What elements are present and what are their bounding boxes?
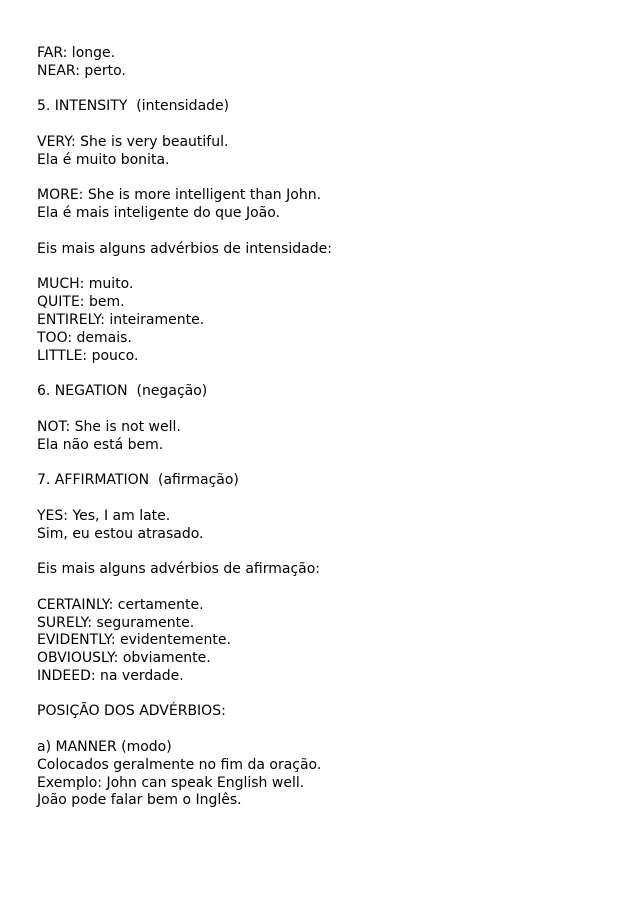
list-item: QUITE: bem.	[37, 294, 125, 311]
text-line: Colocados geralmente no fim da oração.	[37, 756, 322, 773]
paragraph-not-example	[37, 419, 618, 455]
text-line: NOT: She is not well.	[37, 418, 181, 435]
list-affirmation-adverbs	[37, 597, 618, 686]
text-line: Sim, eu estou atrasado.	[37, 525, 204, 542]
section-heading-intensity	[37, 98, 618, 116]
paragraph-intensity-intro	[37, 241, 618, 259]
text-line: FAR: longe.	[37, 45, 116, 61]
text-line: VERY: She is very beautiful.	[37, 133, 229, 150]
list-item: EVIDENTLY: evidentemente.	[37, 632, 231, 649]
list-item: ENTIRELY: inteiramente.	[37, 311, 205, 328]
text-line: NEAR: perto.	[37, 62, 126, 79]
text-line: Ela é muito bonita.	[37, 151, 170, 168]
list-item: TOO: demais.	[37, 329, 132, 346]
heading-line: 7. AFFIRMATION (afirmação)	[37, 472, 239, 489]
text-line: YES: Yes, I am late.	[37, 507, 171, 524]
text-line: Eis mais alguns advérbios de intensidade:	[37, 240, 332, 257]
paragraph-manner-position	[37, 739, 618, 810]
list-item: CERTAINLY: certamente.	[37, 596, 204, 613]
section-heading-negation	[37, 383, 618, 401]
list-item: INDEED: na verdade.	[37, 667, 184, 684]
paragraph-far-near	[37, 45, 618, 81]
text-line: Ela é mais inteligente do que João.	[37, 205, 281, 222]
heading-line: 5. INTENSITY (intensidade)	[37, 98, 230, 115]
paragraph-affirmation-intro	[37, 561, 618, 579]
text-line: Eis mais alguns advérbios de afirmação:	[37, 561, 321, 578]
text-line: a) MANNER (modo)	[37, 739, 172, 756]
heading-line: 6. NEGATION (negação)	[37, 383, 208, 400]
document-page	[37, 45, 618, 828]
paragraph-very-example	[37, 134, 618, 170]
text-line: Ela não está bem.	[37, 436, 164, 453]
list-item: LITTLE: pouco.	[37, 347, 139, 364]
list-item: OBVIOUSLY: obviamente.	[37, 650, 211, 667]
text-line: Exemplo: John can speak English well.	[37, 774, 305, 791]
list-item: MUCH: muito.	[37, 276, 134, 293]
section-heading-adverb-position	[37, 703, 618, 721]
list-intensity-adverbs	[37, 276, 618, 365]
text-line: João pode falar bem o Inglês.	[37, 792, 242, 809]
text-line: MORE: She is more intelligent than John.	[37, 187, 322, 204]
list-item: SURELY: seguramente.	[37, 614, 195, 631]
section-heading-affirmation	[37, 472, 618, 490]
paragraph-more-example	[37, 187, 618, 223]
heading-line: POSIÇÃO DOS ADVÉRBIOS:	[37, 703, 226, 720]
paragraph-yes-example	[37, 508, 618, 544]
